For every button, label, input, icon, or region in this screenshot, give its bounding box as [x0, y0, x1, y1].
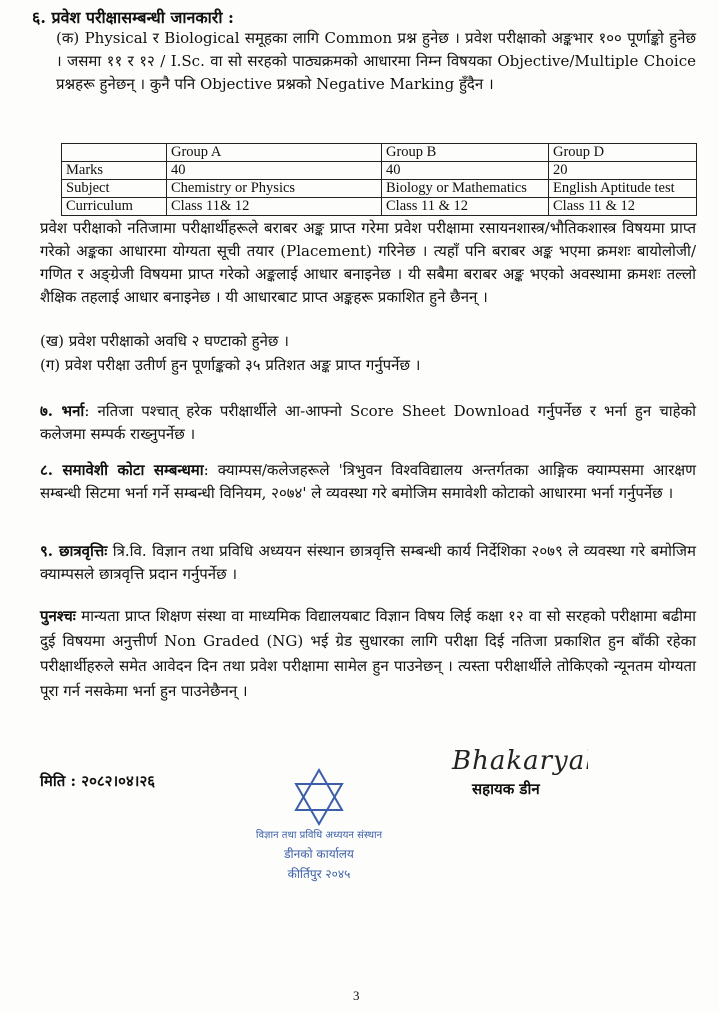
table-header-cell: Group D [549, 144, 697, 162]
table-row [62, 180, 697, 198]
postscript-label: पुनश्चः [40, 607, 76, 625]
section-7-text: : नतिजा पश्चात् हरेक परीक्षार्थीले आ-आफ्नो Score Sheet Download गर्नुपर्नेछ र भर्ना हुन चाहेको कलेजमा सम्पर्क राख्नुपर्नेछ । [40, 402, 696, 443]
table-cell: 20 [549, 162, 697, 180]
section-9 [40, 540, 696, 586]
table-cell: Class 11& 12 [167, 198, 382, 216]
table-cell: English Aptitude test [549, 180, 697, 198]
signature-scribble [448, 735, 588, 779]
table-header-row [62, 144, 697, 162]
table-cell: Class 11 & 12 [382, 198, 549, 216]
official-seal [244, 766, 394, 902]
table-cell: Biology or Mathematics [382, 180, 549, 198]
section-9-label: ९. छात्रवृत्तिः [40, 542, 108, 560]
table-header-cell: Group B [382, 144, 549, 162]
svg-text:Bhakaryal: Bhakaryal [452, 746, 588, 776]
signatory-title: सहायक डीन [472, 780, 540, 798]
section-7 [40, 400, 696, 446]
table-header-cell: Group A [167, 144, 382, 162]
section-9-text: त्रि.वि. विज्ञान तथा प्रविधि अध्ययन संस्थान छात्रवृत्ति सम्बन्धी कार्य निर्देशिका २०७९ ले व्यवस्था गरे बमोजिम क्याम्पसले छात्रवृत्ति प्रदान गर्नुपर्नेछ । [40, 542, 697, 583]
svg-text:विज्ञान तथा प्रविधि अध्ययन संस: विज्ञान तथा प्रविधि अध्ययन संस्थान [255, 830, 383, 841]
signature [448, 735, 588, 783]
table-cell: 40 [382, 162, 549, 180]
section-6-ka: (क) Physical र Biological समूहका लागि Common प्रश्न हुनेछ । प्रवेश परीक्षाको अङ्कभार १०० पूर्णाङ्को हुनेछ । जसमा ११ र १२ / I.Sc. वा सो सरहको पाठ्यक्रमको आधारमा निम्न विषयका Objective/Multiple Choice प्रश्नहरू हुनेछन् । कुनै पनि Objective प्रश्नको Negative Marking हुँदैन । [56, 29, 696, 93]
postscript [40, 604, 696, 704]
table-cell: Chemistry or Physics [167, 180, 382, 198]
page-number: 3 [353, 988, 360, 1003]
section-6-heading: ६. प्रवेश परीक्षासम्बन्धी जानकारी : [32, 8, 234, 27]
table-cell: Marks [62, 162, 167, 180]
section-8-label: ८. समावेशी कोटा सम्बन्धमा [40, 461, 204, 479]
section-8-text: : क्याम्पस/कलेजहरूले 'त्रिभुवन विश्वविद्यालय अन्तर्गतका आङ्गिक क्याम्पसमा आरक्षण सम्बन्धी सिटमा भर्ना गर्ने सम्बन्धी विनियम, २०७४' ले व्यवस्था गरे बमोजिम समावेशी कोटाको आधारमा भर्ना गर्नुपर्नेछ । [40, 461, 696, 502]
table-header-cell [62, 144, 167, 162]
table-cell: Class 11 & 12 [549, 198, 697, 216]
svg-text:डीनको कार्यालय: डीनको कार्यालय [284, 847, 354, 861]
table-row [62, 162, 697, 180]
postscript-text: मान्यता प्राप्त शिक्षण संस्था वा माध्यमिक विद्यालयबाट विज्ञान विषय लिई कक्षा १२ वा सो सरहको परीक्षामा बढीमा दुई विषयमा अनुत्तीर्ण Non Graded (NG) भई ग्रेड सुधारका लागि परीक्षा दिई नतिजा प्रकाशित हुन बाँकी रहेका परीक्षार्थीहरुले समेत आवेदन दिन तथा प्रवेश परीक्षामा सामेल हुन पाउनेछन् । त्यस्ता परीक्षार्थीले तोकिएको न्यूनतम योग्यता पूरा गर्न नसकेमा भर्ना हुन पाउनेछैनन् । [40, 607, 696, 700]
table-cell: Curriculum [62, 198, 167, 216]
section-6-ga: (ग) प्रवेश परीक्षा उतीर्ण हुन पूर्णाङ्कको ३५ प्रतिशत अङ्क प्राप्त गर्नुपर्नेछ । [40, 356, 421, 374]
table-cell: 40 [167, 162, 382, 180]
section-7-label: ७. भर्ना [40, 402, 85, 420]
date: मिति : २०८२।०४।२६ [40, 772, 156, 790]
table-row [62, 198, 697, 216]
merit-paragraph: प्रवेश परीक्षाको नतिजामा परीक्षार्थीहरूले बराबर अङ्क प्राप्त गरेमा प्रवेश परीक्षामा रसायनशास्त्र/भौतिकशास्त्र विषयमा प्राप्त गरेको अङ्कका आधारमा योग्यता सूची तयार (Placement) गरिनेछ । त्यहाँ पनि बराबर अङ्क भएमा क्रमशः बायोलोजी/गणित र अङ्ग्रेजी विषयमा प्राप्त गरेको अङ्कलाई आधार बनाइनेछ । यी सबैमा बराबर अङ्क भएको अवस्थामा क्रमशः तल्लो शैक्षिक तहलाई आधार बनाइनेछ । यी आधारबाट प्राप्त अङ्कहरू प्रकाशित हुने छैनन् । [40, 219, 696, 306]
section-8 [40, 459, 696, 505]
section-6-kha: (ख) प्रवेश परीक्षाको अवधि २ घण्टाको हुनेछ । [40, 332, 289, 350]
svg-text:कीर्तिपुर २०४५: कीर्तिपुर २०४५ [287, 867, 351, 881]
seal-graphic [244, 766, 394, 898]
groups-table [61, 143, 697, 216]
table-cell: Subject [62, 180, 167, 198]
